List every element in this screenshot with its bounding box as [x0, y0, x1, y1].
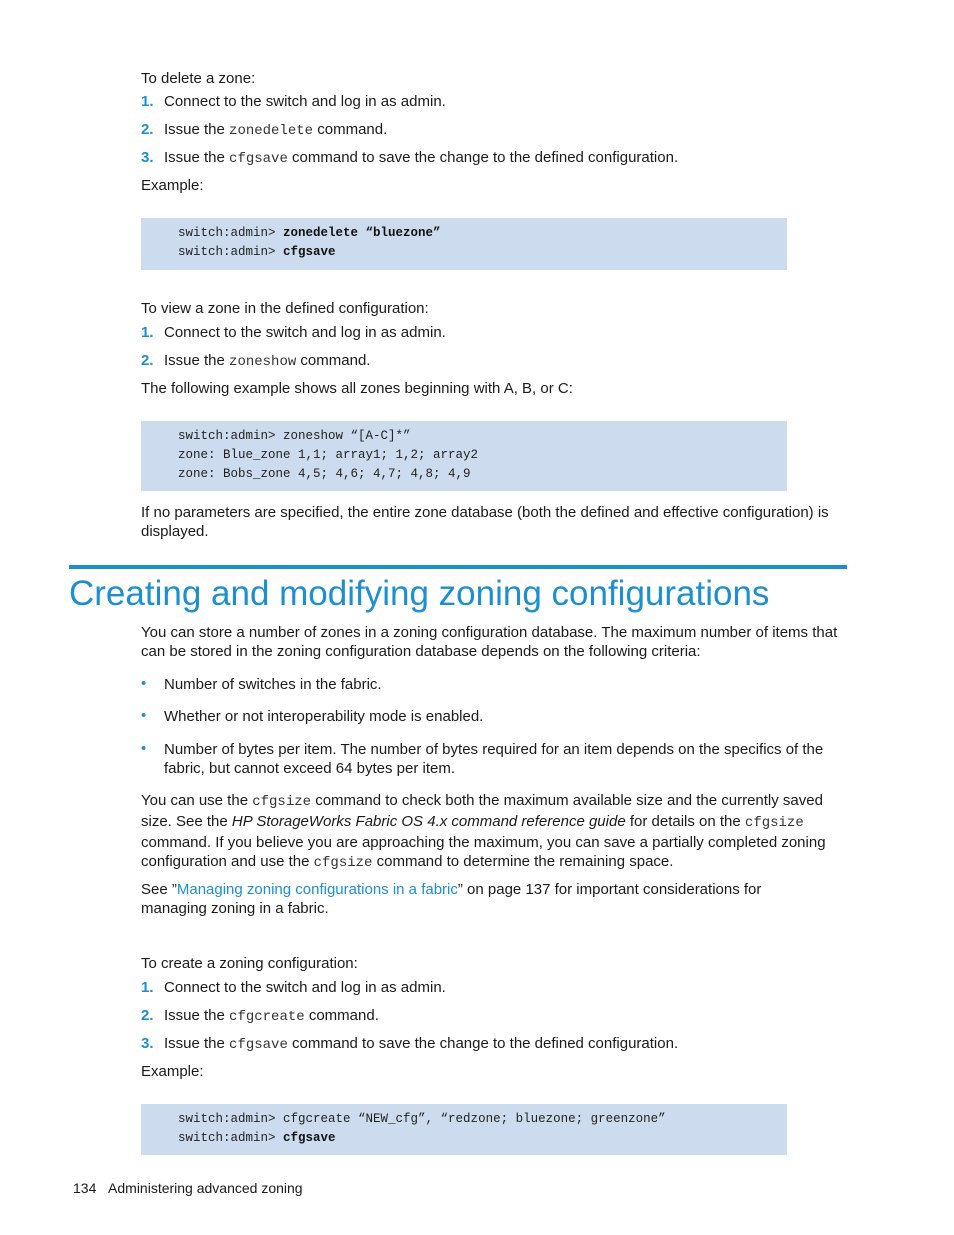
step-text: Issue the cfgcreate command.	[164, 1007, 379, 1025]
command-name: cfgsize	[252, 794, 312, 810]
reference-title: HP StorageWorks Fabric OS 4.x command reference guide	[231, 813, 626, 830]
step-text: Issue the cfgsave command to save the change to the defined configuration.	[164, 149, 679, 167]
command-name: cfgsize	[744, 815, 804, 831]
bullet-icon: •	[141, 707, 147, 724]
command-name: cfgsave	[229, 151, 288, 167]
code-line: switch:admin> zoneshow “[A-C]*”	[178, 429, 411, 443]
delete-zone-intro: To delete a zone:	[141, 70, 256, 87]
code-line: zone: Blue_zone 1,1; array1; 1,2; array2	[178, 448, 479, 462]
command-name: cfgcreate	[229, 1009, 305, 1025]
step-text: Issue the zonedelete command.	[164, 121, 388, 139]
heading-rule	[69, 565, 847, 569]
example-label: Example:	[141, 177, 204, 194]
section-heading: Creating and modifying zoning configurations	[69, 574, 770, 613]
chapter-title: Administering advanced zoning	[108, 1180, 303, 1196]
intro-paragraph: You can store a number of zones in a zoning configuration database. The maximum number of items that can be stored in the zoning configuration database depends on the following criteria:	[141, 624, 838, 660]
code-line: switch:admin> zonedelete “bluezone”	[178, 226, 441, 240]
step-text: Issue the zoneshow command.	[164, 352, 371, 370]
bullet-item: Whether or not interoperability mode is enabled.	[164, 708, 484, 725]
page-footer	[73, 1180, 303, 1196]
view-zone-intro: To view a zone in the defined configuration:	[141, 300, 429, 317]
step-text: Connect to the switch and log in as admin.	[164, 324, 446, 341]
cross-reference-link[interactable]: Managing zoning configurations in a fabric	[176, 881, 458, 898]
code-line: switch:admin> cfgsave	[178, 1131, 336, 1145]
code-example	[141, 421, 787, 491]
step-number: 3.	[141, 1035, 154, 1052]
bullet-icon: •	[141, 675, 147, 692]
step-number: 2.	[141, 352, 154, 369]
no-params-note: If no parameters are specified, the entire zone database (both the defined and effective configuration) is displayed.	[141, 504, 829, 540]
command-name: zoneshow	[229, 354, 297, 370]
code-example	[141, 1104, 787, 1155]
bullet-item: Number of bytes per item. The number of bytes required for an item depends on the specifics of the fabric, but cannot exceed 64 bytes per item.	[164, 741, 824, 777]
command-name: zonedelete	[229, 123, 314, 139]
example-intro: The following example shows all zones beginning with A, B, or C:	[141, 380, 573, 397]
code-line: switch:admin> cfgcreate “NEW_cfg”, “redzone; bluezone; greenzone”	[178, 1112, 666, 1126]
step-number: 1.	[141, 979, 154, 996]
step-text: Connect to the switch and log in as admin.	[164, 93, 446, 110]
page-number: 134	[73, 1180, 97, 1196]
step-number: 2.	[141, 1007, 154, 1024]
command-name: cfgsave	[229, 1037, 288, 1053]
step-number: 1.	[141, 93, 154, 110]
see-reference: See ”Managing zoning configurations in a fabric” on page 137 for important considerations for managing zoning in a fabric.	[141, 881, 762, 917]
bullet-icon: •	[141, 740, 147, 757]
code-line: switch:admin> cfgsave	[178, 245, 336, 259]
step-number: 3.	[141, 149, 154, 166]
example-label: Example:	[141, 1063, 204, 1080]
code-line: zone: Bobs_zone 4,5; 4,6; 4,7; 4,8; 4,9	[178, 467, 471, 481]
bullet-item: Number of switches in the fabric.	[164, 676, 382, 693]
step-text: Connect to the switch and log in as admin.	[164, 979, 446, 996]
code-example	[141, 218, 787, 270]
step-text: Issue the cfgsave command to save the change to the defined configuration.	[164, 1035, 679, 1053]
command-name: cfgsize	[313, 855, 373, 871]
cfgsize-paragraph: You can use the cfgsize command to check both the maximum available size and the currently saved size. See the HP StorageWorks Fabric OS 4.x command reference guide for details on the cfgsize command. If you believe you are approaching the maximum, you can save a partially completed zoning configuration and use the cfgsize command to determine the remaining space.	[141, 792, 826, 871]
step-number: 2.	[141, 121, 154, 138]
create-config-intro: To create a zoning configuration:	[141, 955, 358, 972]
step-number: 1.	[141, 324, 154, 341]
